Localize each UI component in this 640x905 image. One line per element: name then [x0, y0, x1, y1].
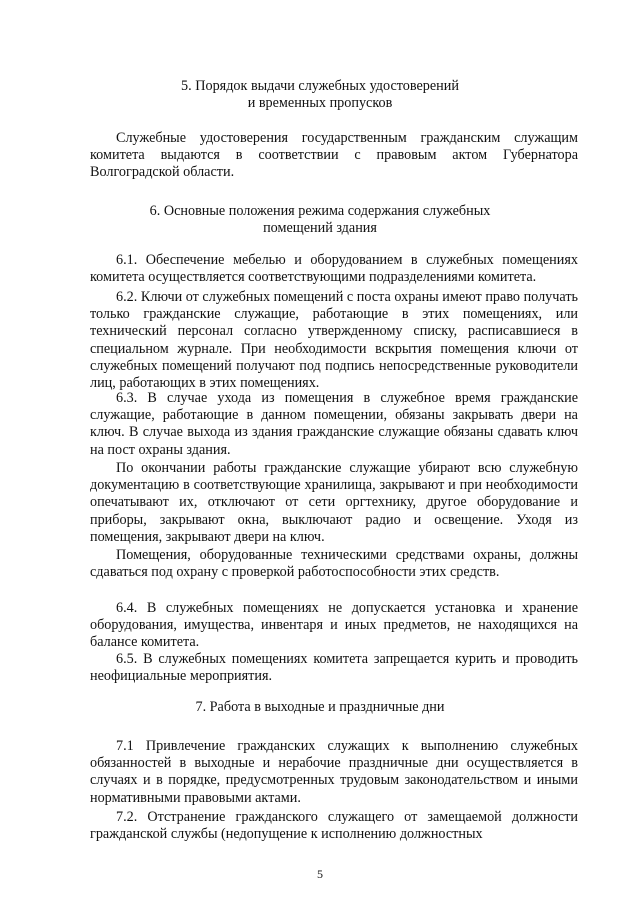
- section-6-paragraph-6-5: 6.5. В служебных помещениях комитета запрещается курить и проводить неофициальные мероприятия.: [90, 651, 578, 685]
- section-5-heading: [0, 78, 640, 112]
- section-7-heading-line-1: 7. Работа в выходные и праздничные дни: [195, 699, 445, 715]
- page-number: 5: [317, 867, 323, 881]
- section-6-paragraph-6-3: 6.3. В случае ухода из помещения в служебное время гражданские служащие, работающие в данном помещении, обязаны закрывать двери на ключ. В случае выхода из здания гражданские служащие обязаны сдавать ключ на пост охраны здания.: [90, 390, 578, 458]
- section-6-paragraph-6-2: 6.2. Ключи от служебных помещений с поста охраны имеют право получать только гражданские служащие, работающие в этих помещениях, или технический персонал согласно утвержденному списку, расписавшиеся в специальном журнале. При необходимости вскрытия помещения ключи от служебных помещений получают под подпись непосредственные руководители лиц, работающих в этих помещениях.: [90, 289, 578, 392]
- section-7-paragraph-7-2: 7.2. Отстранение гражданского служащего от замещаемой должности гражданской службы (недопущение к исполнению должностных: [90, 809, 578, 843]
- section-6-heading: [0, 203, 640, 237]
- section-6-paragraph-security-equipment: Помещения, оборудованные техническими средствами охраны, должны сдаваться под охрану с проверкой работоспособности этих средств.: [90, 547, 578, 581]
- section-6-paragraph-6-1: 6.1. Обеспечение мебелью и оборудованием в служебных помещениях комитета осуществляется соответствующими подразделениями комитета.: [90, 252, 578, 286]
- section-5-paragraph-1: Служебные удостоверения государственным гражданским служащим комитета выдаются в соответствии с правовым актом Губернатора Волгоградской области.: [90, 130, 578, 181]
- section-5-heading-line-1: 5. Порядок выдачи служебных удостоверений: [181, 78, 459, 94]
- section-6-heading-line-1: 6. Основные положения режима содержания служебных: [149, 203, 491, 219]
- section-6-paragraph-end-of-work: По окончании работы гражданские служащие убирают всю служебную документацию в соответствующие хранилища, закрывают и при необходимости опечатывают их, отключают от сети оргтехнику, другое оборудование и приборы, закрывают окна, выключают радио и освещение. Уходя из помещения, закрывают двери на ключ.: [90, 460, 578, 545]
- section-6-paragraph-6-4: 6.4. В служебных помещениях не допускается установка и хранение оборудования, имущества, инвентаря и иных предметов, не находящихся на балансе комитета.: [90, 600, 578, 651]
- section-7-heading: [0, 699, 640, 716]
- section-6-heading-line-2: помещений здания: [263, 220, 377, 237]
- section-7-paragraph-7-1: 7.1 Привлечение гражданских служащих к выполнению служебных обязанностей в выходные и нерабочие праздничные дни осуществляется в случаях и в порядке, предусмотренных трудовым законодательством и иными нормативными правовыми актами.: [90, 738, 578, 806]
- section-5-heading-line-2: и временных пропусков: [247, 95, 393, 112]
